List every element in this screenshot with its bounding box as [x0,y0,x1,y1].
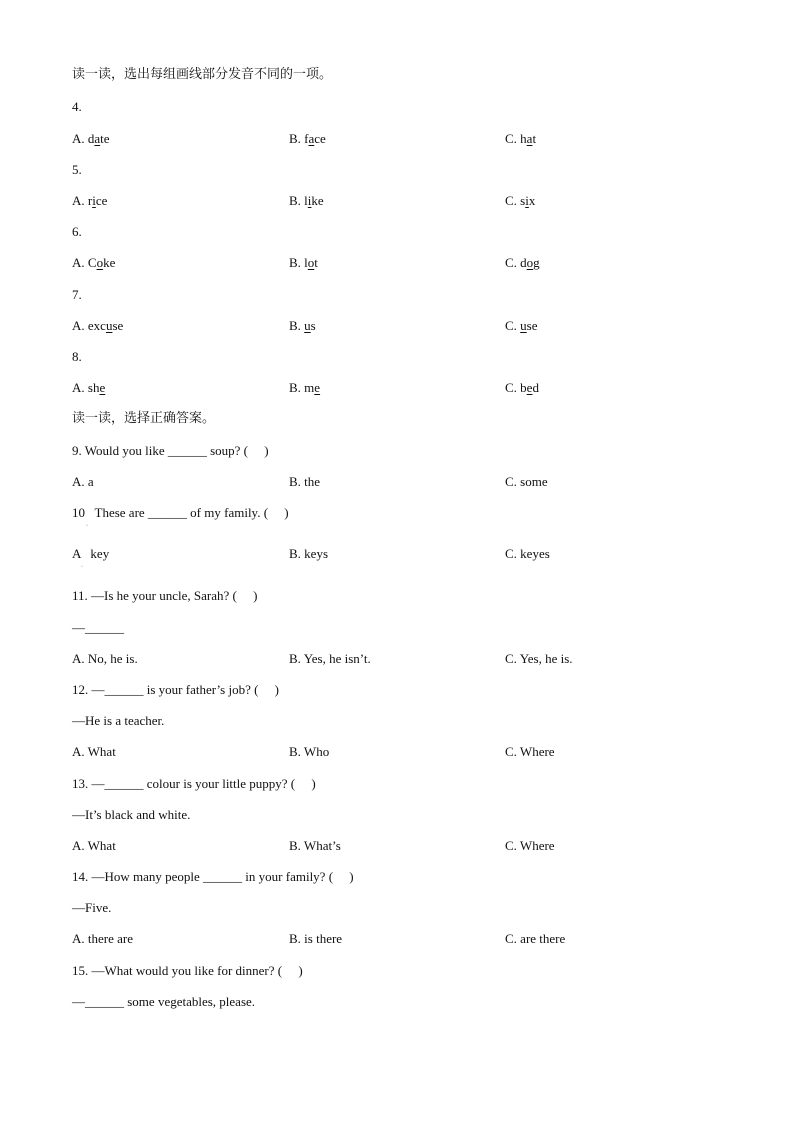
q8-option-a[interactable]: A. she [72,380,106,395]
q10-option-b[interactable]: B. keys [289,546,328,561]
q12-option-b[interactable]: B. Who [289,744,330,759]
question-14-stem: 14. —How many people ______ in your family? ( ) [72,869,354,884]
question-8-number: 8. [72,349,82,364]
q10-option-a[interactable]: A key [72,546,110,561]
question-12-stem: 12. —______ is your father’s job? ( ) [72,682,280,697]
q4-option-b[interactable]: B. face [289,131,326,146]
q6-option-b[interactable]: B. lot [289,255,318,270]
question-10-stem: 10 These are ______ of my family. ( ) [72,505,289,520]
question-13-reply: —It’s black and white. [72,807,191,822]
q9-option-a[interactable]: A. a [72,474,94,489]
question-4-number: 4. [72,99,82,114]
q5-option-b[interactable]: B. like [289,193,324,208]
q13-option-c[interactable]: C. Where [505,838,555,853]
q14-option-b[interactable]: B. is there [289,931,343,946]
question-6-number: 6. [72,224,82,239]
question-12-reply: —He is a teacher. [72,713,165,728]
q14-option-c[interactable]: C. are there [505,931,566,946]
q6-option-c[interactable]: C. dog [505,255,540,270]
question-15-reply: —______ some vegetables, please. [72,994,256,1009]
section2-instruction: 读一读，选择正确答案。 [72,411,216,426]
q7-option-b[interactable]: B. us [289,318,316,333]
q9-option-c[interactable]: C. some [505,474,548,489]
question-11-reply: —______ [72,620,124,635]
q8-option-c[interactable]: C. bed [505,380,539,395]
q11-option-a[interactable]: A. No, he is. [72,651,138,666]
q4-option-a[interactable]: A. date [72,131,110,146]
question-11-stem: 11. —Is he your uncle, Sarah? ( ) [72,588,258,603]
q9-option-b[interactable]: B. the [289,474,321,489]
q13-option-a[interactable]: A. What [72,838,116,853]
q10-option-c[interactable]: C. keyes [505,546,550,561]
q6-option-a[interactable]: A. Coke [72,255,116,270]
q12-option-a[interactable]: A. What [72,744,116,759]
q11-option-b[interactable]: B. Yes, he isn’t. [289,651,371,666]
stray-dot: · [86,523,88,529]
q11-option-c[interactable]: C. Yes, he is. [505,651,573,666]
question-15-stem: 15. —What would you like for dinner? ( ) [72,963,303,978]
question-7-number: 7. [72,287,82,302]
q14-option-a[interactable]: A. there are [72,931,133,946]
stray-dot: · [81,564,83,570]
section1-instruction: 读一读，选出每组画线部分发音不同的一项。 [72,67,333,82]
q7-option-a[interactable]: A. excuse [72,318,124,333]
q5-option-a[interactable]: A. rice [72,193,108,208]
question-14-reply: —Five. [72,900,112,915]
q8-option-b[interactable]: B. me [289,380,321,395]
q5-option-c[interactable]: C. six [505,193,536,208]
q4-option-c[interactable]: C. hat [505,131,537,146]
q13-option-b[interactable]: B. What’s [289,838,341,853]
q12-option-c[interactable]: C. Where [505,744,555,759]
question-5-number: 5. [72,162,82,177]
question-9-stem: 9. Would you like ______ soup? ( ) [72,443,269,458]
q7-option-c[interactable]: C. use [505,318,538,333]
question-13-stem: 13. —______ colour is your little puppy? ( ) [72,776,316,791]
